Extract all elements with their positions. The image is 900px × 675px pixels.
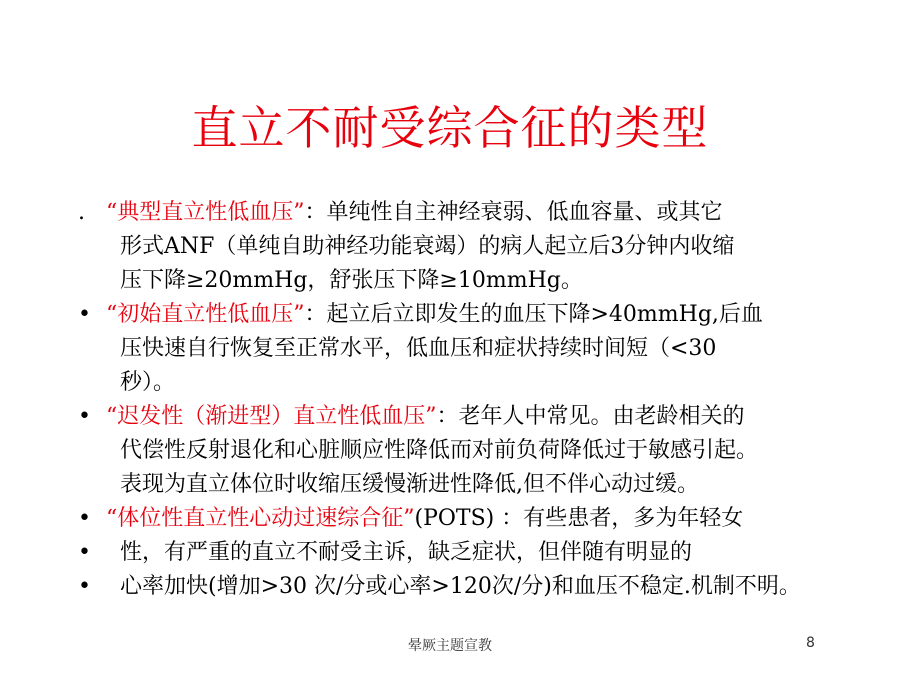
list-item xyxy=(78,400,858,502)
item-text: 表现为直立体位时收缩压缓慢渐进性降低,但不伴心动过缓。 xyxy=(120,472,699,497)
list-item xyxy=(78,196,858,298)
item-text: (POTS) ：有些患者，多为年轻女 xyxy=(414,506,744,531)
slide-title: 直立不耐受综合征的类型 xyxy=(191,101,709,155)
item-text: 压下降≥20mmHg，舒张压下降≥10mmHg。 xyxy=(120,268,583,293)
bullet-marker: • xyxy=(78,506,91,531)
bullet-list xyxy=(78,196,858,604)
item-text: 代偿性反射退化和心脏顺应性降低而对前负荷降低过于敏感引起。 xyxy=(120,438,759,463)
item-text: ：单纯性自主神经衰弱、低血容量、或其它 xyxy=(304,200,723,225)
list-item xyxy=(78,536,858,570)
item-text: 性，有严重的直立不耐受主诉，缺乏症状，但伴随有明显的 xyxy=(120,540,693,565)
item-text: 压快速自行恢复至正常水平，低血压和症状持续时间短（<30 xyxy=(120,336,717,361)
bullet-marker: • xyxy=(78,404,91,429)
bullet-marker: . xyxy=(78,200,85,225)
item-term: “体位性直立性心动过速综合征” xyxy=(106,506,415,531)
item-term: “典型直立性低血压” xyxy=(106,200,305,225)
item-text: 形式ANF（单纯自助神经功能衰竭）的病人起立后3分钟内收缩 xyxy=(120,234,735,259)
item-text: 秒）。 xyxy=(120,370,176,395)
bullet-marker: • xyxy=(78,540,91,565)
item-text: ：起立后立即发生的血压下降>40mmHg,后血 xyxy=(304,302,763,327)
item-term: “迟发性（渐进型）直立性低血压” xyxy=(106,404,437,429)
bullet-marker: • xyxy=(78,302,91,327)
item-text: 心率加快(增加>30 次/分或心率>120次/分)和血压不稳定.机制不明。 xyxy=(120,574,801,599)
list-item xyxy=(78,502,858,536)
list-item xyxy=(78,298,858,400)
item-text: ：老年人中常见。由老龄相关的 xyxy=(436,404,745,429)
list-item xyxy=(78,570,858,604)
item-term: “初始直立性低血压” xyxy=(106,302,305,327)
page-number: 8 xyxy=(806,635,815,651)
footer-text: 晕厥主题宣教 xyxy=(408,638,492,654)
bullet-marker: • xyxy=(78,574,91,599)
